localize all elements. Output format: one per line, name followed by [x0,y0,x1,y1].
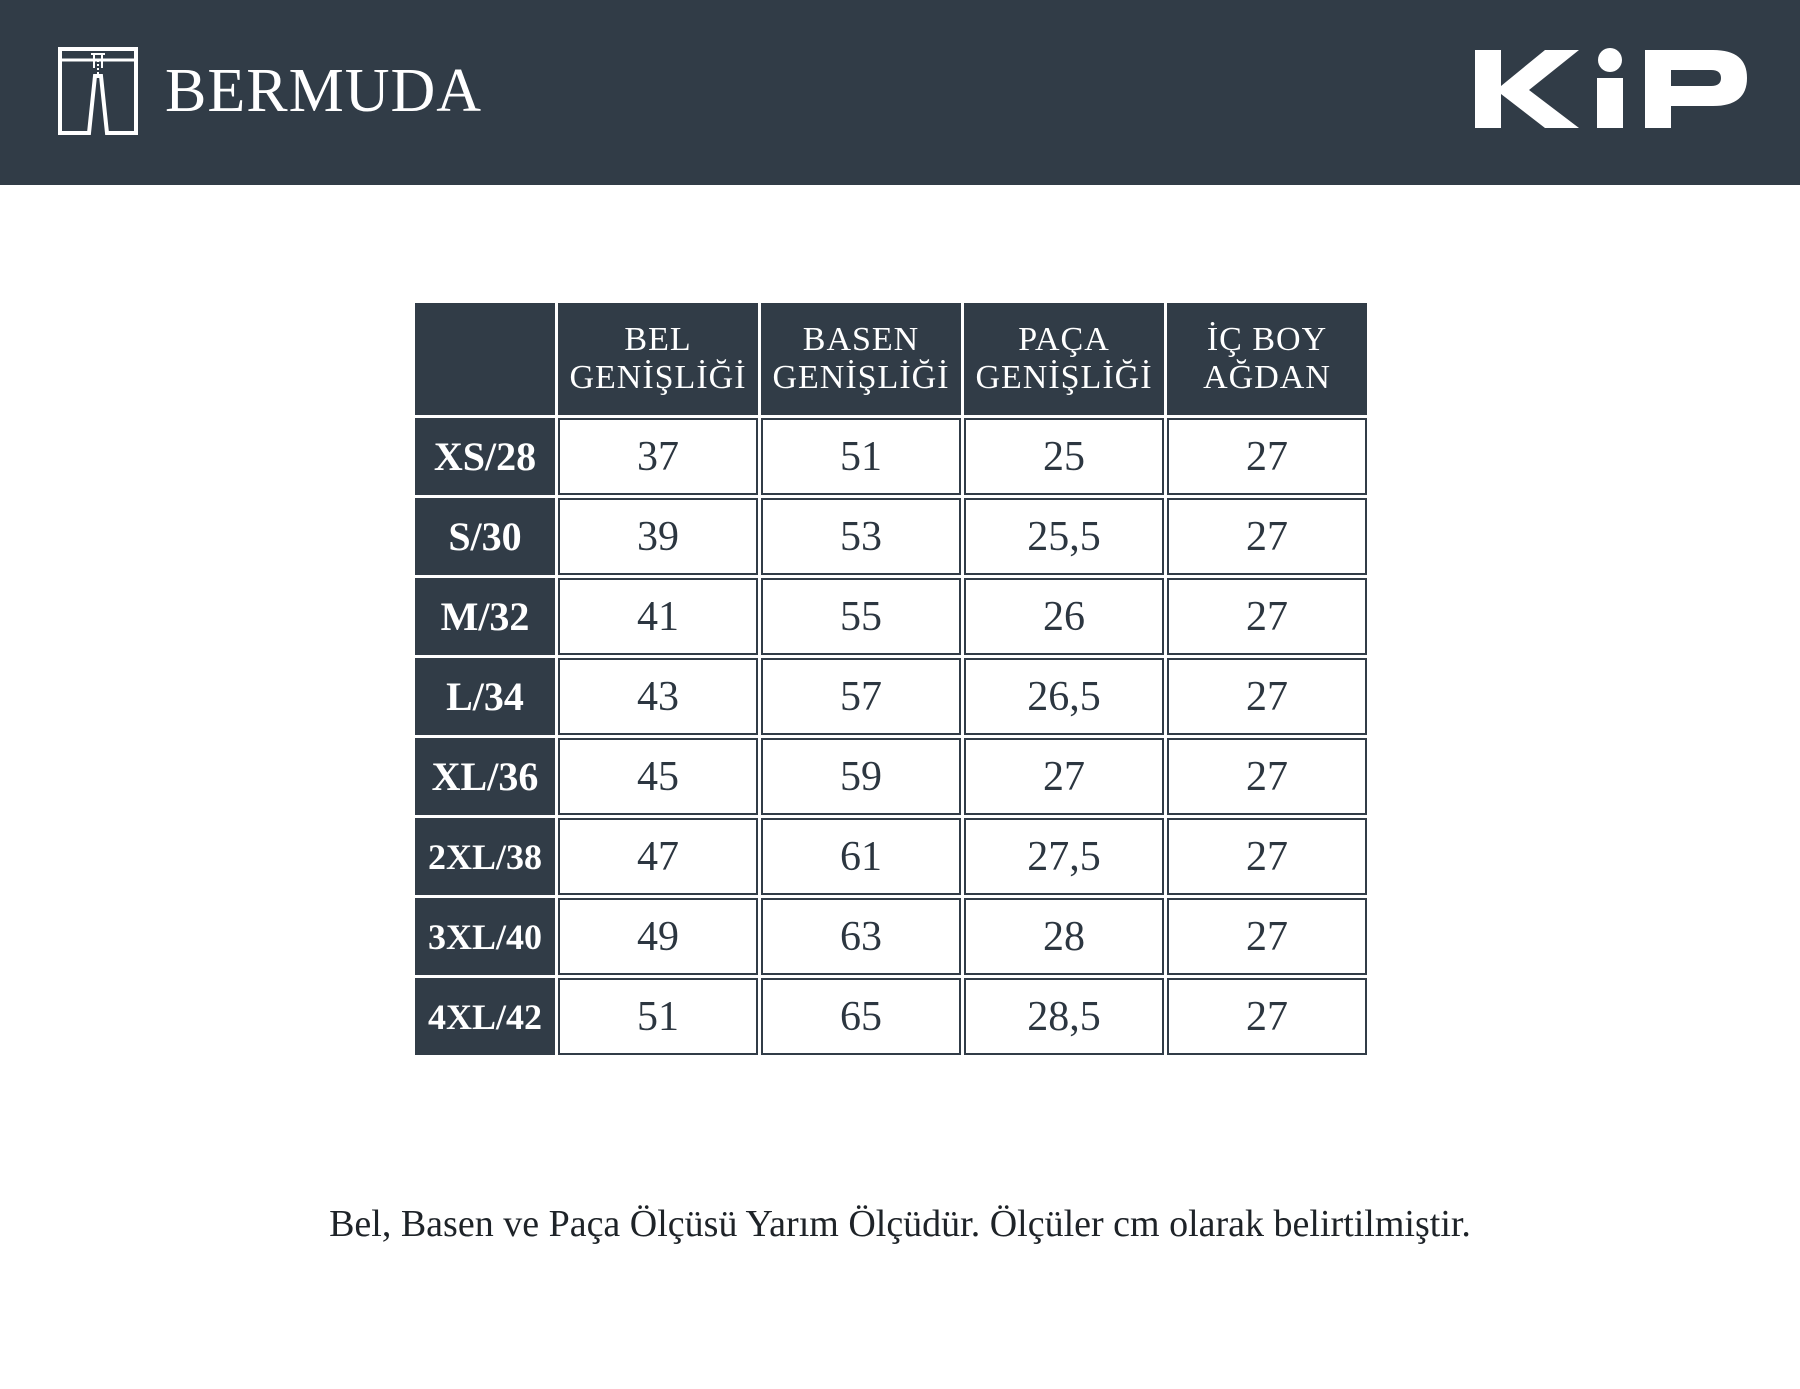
table-cell: 65 [761,978,961,1055]
table-row [415,578,1367,655]
table-header-row [415,303,1367,415]
table-row [415,498,1367,575]
table-cell: 47 [558,818,758,895]
size-label: L/34 [415,658,555,735]
size-label: 4XL/42 [415,978,555,1055]
size-table [412,300,1370,1058]
table-cell: 61 [761,818,961,895]
brand-logo [1475,48,1747,132]
table-cell: 27,5 [964,818,1164,895]
size-label: 2XL/38 [415,818,555,895]
table-cell: 53 [761,498,961,575]
table-row [415,818,1367,895]
table-cell: 27 [1167,898,1367,975]
size-label: 3XL/40 [415,898,555,975]
table-cell: 43 [558,658,758,735]
table-cell: 25 [964,418,1164,495]
column-header [558,303,758,415]
size-label: XL/36 [415,738,555,815]
table-cell: 27 [1167,658,1367,735]
table-cell: 37 [558,418,758,495]
table-cell: 45 [558,738,758,815]
size-label: S/30 [415,498,555,575]
table-cell: 27 [1167,498,1367,575]
table-cell: 27 [1167,578,1367,655]
table-cell: 39 [558,498,758,575]
table-cell: 59 [761,738,961,815]
size-label: M/32 [415,578,555,655]
table-row [415,738,1367,815]
table-cell: 28 [964,898,1164,975]
header-bar [0,0,1800,185]
table-cell: 27 [1167,418,1367,495]
table-cell: 25,5 [964,498,1164,575]
table-cell: 27 [964,738,1164,815]
column-header-line: PAÇA [1018,321,1110,358]
table-cell: 49 [558,898,758,975]
column-header [761,303,961,415]
category-title: BERMUDA [165,57,483,125]
column-header-line: BEL [624,321,692,358]
table-row [415,898,1367,975]
column-header-line: İÇ BOY [1206,321,1328,358]
column-header-line: GENİŞLİĞİ [772,359,950,396]
table-cell: 41 [558,578,758,655]
table-cell: 51 [558,978,758,1055]
table-row [415,658,1367,735]
measurement-note: Bel, Basen ve Paça Ölçüsü Yarım Ölçüdür. Ölçüler cm olarak belirtilmiştir. [329,1203,1471,1245]
corner-cell [415,303,555,415]
column-header-line: GENİŞLİĞİ [975,359,1153,396]
column-header-line: AĞDAN [1203,359,1331,396]
column-header [1167,303,1367,415]
table-cell: 63 [761,898,961,975]
column-header-line: GENİŞLİĞİ [569,359,747,396]
table-cell: 26 [964,578,1164,655]
table-cell: 55 [761,578,961,655]
shorts-icon [57,46,139,136]
table-row [415,418,1367,495]
size-label: XS/28 [415,418,555,495]
table-cell: 51 [761,418,961,495]
table-cell: 28,5 [964,978,1164,1055]
table-row [415,978,1367,1055]
column-header-line: BASEN [802,321,920,358]
table-cell: 27 [1167,978,1367,1055]
column-header [964,303,1164,415]
table-cell: 27 [1167,738,1367,815]
table-cell: 26,5 [964,658,1164,735]
table-cell: 57 [761,658,961,735]
table-cell: 27 [1167,818,1367,895]
size-chart [412,300,1370,1058]
